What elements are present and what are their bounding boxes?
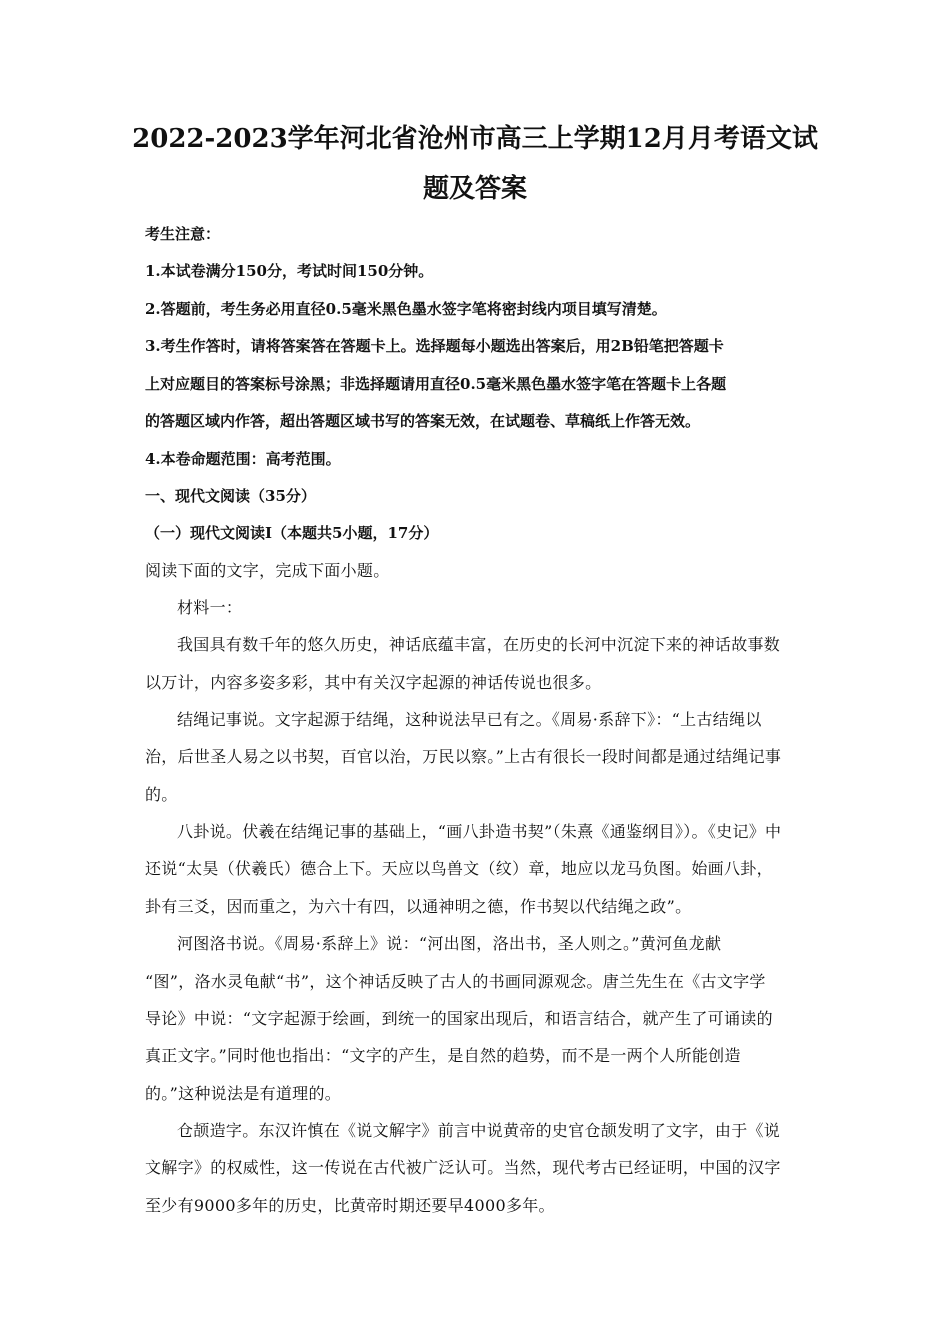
paragraph-2-line-3: 的。 <box>145 785 178 804</box>
paragraph-5-line-1: 仓颉造字。东汉许慎在《说文解字》前言中说黄帝的史官仓颉发明了文字，由于《说 <box>177 1121 781 1140</box>
paragraph-4-line-3: 导论》中说：“文字起源于绘画，到统一的国家出现后，和语言结合，就产生了可诵读的 <box>145 1009 773 1028</box>
notice-heading: 考生注意： <box>145 225 221 243</box>
paragraph-2-line-1: 结绳记事说。文字起源于结绳，这种说法早已有之。《周易·系辞下》：“上古结绳以 <box>177 710 762 729</box>
notice-item-2: 2.答题前，考生务必用直径0.5毫米黑色墨水签字笔将密封线内项目填写清楚。 <box>145 300 667 318</box>
document-title-line-2: 题及答案 <box>422 174 527 204</box>
reading-instruction: 阅读下面的文字，完成下面小题。 <box>145 561 390 580</box>
section-heading: 一、现代文阅读（35分） <box>145 487 316 505</box>
notice-item-1: 1.本试卷满分150分，考试时间150分钟。 <box>145 262 434 280</box>
document-title-line-1: 2022-2023学年河北省沧州市高三上学期12月月考语文试 <box>132 124 818 154</box>
notice-item-3-line-2: 上对应题目的答案标号涂黑；非选择题请用直径0.5毫米黑色墨水签字笔在答题卡上各题 <box>145 375 727 393</box>
paragraph-5-line-2: 文解字》的权威性，这一传说在古代被广泛认可。当然，现代考古已经证明，中国的汉字 <box>145 1158 781 1177</box>
paragraph-4-line-1: 河图洛书说。《周易·系辞上》说：“河出图，洛出书，圣人则之。”黄河鱼龙献 <box>177 934 722 953</box>
paragraph-1-line-2: 以万计，内容多姿多彩，其中有关汉字起源的神话传说也很多。 <box>145 673 602 692</box>
notice-item-4: 4.本卷命题范围：高考范围。 <box>145 450 341 468</box>
paragraph-3-line-3: 卦有三爻，因而重之，为六十有四，以通神明之德，作书契以代结绳之政”。 <box>145 897 692 916</box>
paragraph-3-line-1: 八卦说。伏羲在结绳记事的基础上，“画八卦造书契”（朱熹《通鉴纲目》）。《史记》中 <box>177 822 782 841</box>
paragraph-4-line-2: “图”，洛水灵龟献“书”，这个神话反映了古人的书画同源观念。唐兰先生在《古文字学 <box>145 972 766 991</box>
paragraph-2-line-2: 治，后世圣人易之以书契，百官以治，万民以察。”上古有很长一段时间都是通过结绳记事 <box>145 747 782 766</box>
notice-item-3-line-3: 的答题区域内作答，超出答题区域书写的答案无效，在试题卷、草稿纸上作答无效。 <box>145 412 701 430</box>
notice-item-3-line-1: 3.考生作答时，请将答案答在答题卡上。选择题每小题选出答案后，用2B铅笔把答题卡 <box>145 337 724 355</box>
paragraph-4-line-4: 真正文字。”同时他也指出：“文字的产生，是自然的趋势，而不是一两个人所能创造 <box>145 1046 741 1065</box>
paragraph-5-line-3: 至少有9000多年的历史，比黄帝时期还要早4000多年。 <box>145 1196 555 1215</box>
paragraph-4-line-5: 的。”这种说法是有道理的。 <box>145 1084 342 1103</box>
subsection-heading: （一）现代文阅读Ⅰ（本题共5小题，17分） <box>145 524 439 542</box>
material-label: 材料一： <box>177 598 243 617</box>
paragraph-1-line-1: 我国具有数千年的悠久历史，神话底蕴丰富，在历史的长河中沉淀下来的神话故事数 <box>177 635 781 654</box>
paragraph-3-line-2: 还说“太昊（伏羲氏）德合上下。天应以鸟兽文（纹）章，地应以龙马负图。始画八卦， <box>145 859 773 878</box>
